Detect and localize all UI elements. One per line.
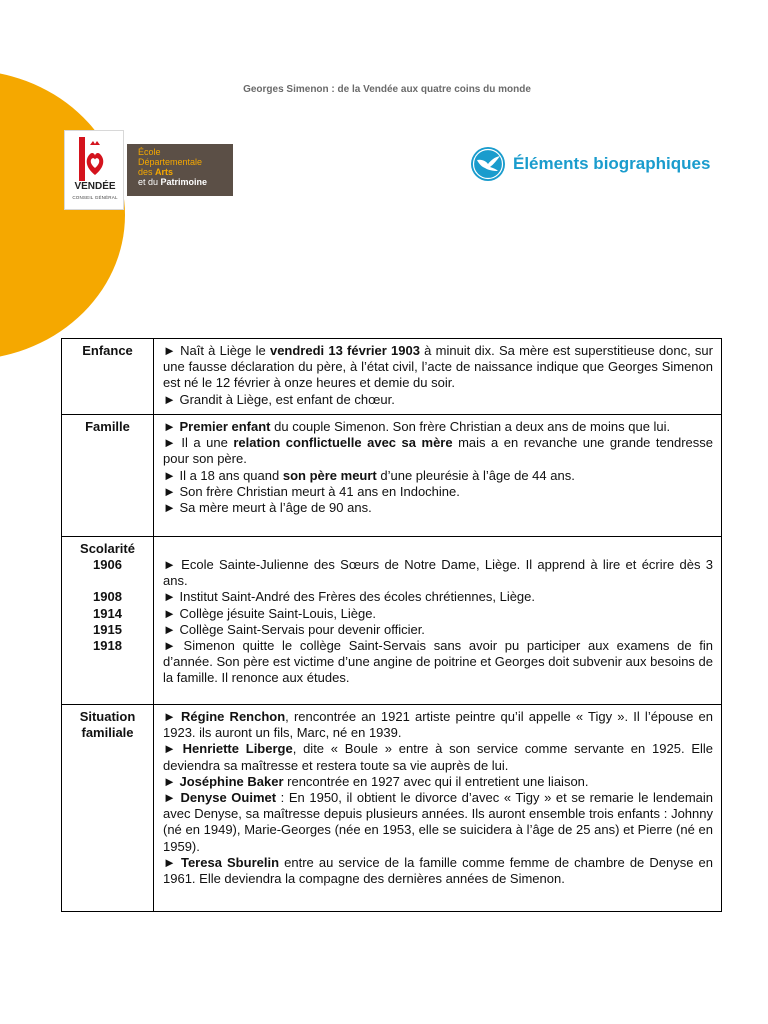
ecole-departementale-logo	[127, 144, 233, 196]
ecole-logo-text: Arts	[155, 167, 174, 177]
vendee-logo-subtitle: CONSEIL GÉNÉRAL	[72, 195, 118, 200]
entry-text: ► Premier enfant du couple Simenon. Son frère Christian a deux ans de moins que lui.	[163, 419, 671, 434]
year-label: 1914	[93, 605, 122, 621]
entry-text: ► Institut Saint-André des Frères des écoles chrétiennes, Liège.	[163, 589, 536, 605]
orange-arc-decoration	[0, 70, 125, 360]
ecole-logo-text: et du	[138, 177, 159, 187]
entry-text: ► Collège Saint-Servais pour devenir officier.	[163, 621, 425, 637]
content-cell	[154, 705, 722, 912]
year-list	[64, 557, 151, 654]
entry-text: ► Denyse Ouimet : En 1950, il obtient le divorce d’avec « Tigy » et se remarie le lendemain avec Denyse, sa maîtresse depuis plusieurs années. Ils auront ensemble trois enfants : Johnny (né en 1949), Marie-Georges (née en 1953, elle se suicidera à l’âge de 25 ans) et Pierre (né en 1959).	[163, 790, 713, 854]
content-cell	[154, 415, 722, 537]
section-header	[470, 146, 710, 182]
entry-text: ► Il a une relation conflictuelle avec sa mère mais a en revanche une grande tendresse pour son père.	[163, 435, 713, 467]
entry-text: ► Collège jésuite Saint-Louis, Liège.	[163, 605, 377, 621]
section-title: Éléments biographiques	[513, 154, 711, 173]
ecole-logo-text: des	[138, 167, 153, 177]
ecole-logo-line: École	[138, 147, 161, 157]
content-cell	[154, 537, 722, 705]
entry-text: ► Grandit à Liège, est enfant de chœur.	[163, 391, 395, 407]
category-cell	[62, 339, 154, 415]
category-label: Famille	[85, 419, 130, 434]
category-label: Enfance	[82, 343, 133, 358]
table-row-famille	[62, 415, 722, 537]
category-cell	[62, 415, 154, 537]
year-label: 1906	[93, 557, 122, 573]
vendee-heart-crown-icon	[75, 137, 115, 186]
entry-text: ► Joséphine Baker rencontrée en 1927 avec qui il entretient une liaison.	[163, 773, 589, 789]
vendee-logo	[64, 130, 124, 210]
year-label: 1908	[93, 589, 122, 605]
entry-text: ► Sa mère meurt à l’âge de 90 ans.	[163, 500, 372, 516]
category-cell	[62, 537, 154, 705]
table-row-situation-familiale	[62, 705, 722, 912]
year-label: 1918	[93, 638, 122, 654]
content-cell	[154, 339, 722, 415]
biography-table	[61, 338, 722, 912]
category-label: Situation	[79, 709, 136, 724]
category-label: Scolarité	[80, 541, 135, 556]
ecole-logo-text: Patrimoine	[160, 177, 208, 187]
entry-text: ► Régine Renchon, rencontrée an 1921 artiste peintre qu’il appelle « Tigy ». Il l’épouse en 1923. ils auront un fils, Marc, né en 1939.	[163, 709, 713, 741]
entry-text: ► Naît à Liège le vendredi 13 février 1903 à minuit dix. Sa mère est superstitieuse donc, sur une fausse déclaration du père, à l’état civil, l’acte de naissance indique que Georges Simenon est né le 12 février à onze heures et demie du soir.	[163, 343, 713, 391]
category-label: familiale	[81, 725, 134, 741]
entry-text: ► Son frère Christian meurt à 41 ans en Indochine.	[163, 483, 460, 499]
page-header-title: Georges Simenon : de la Vendée aux quatre coins du monde	[243, 84, 531, 95]
ecole-logo-line: Départementale	[138, 157, 203, 167]
year-label: 1915	[93, 621, 122, 637]
vendee-logo-name: VENDÉE	[74, 181, 116, 192]
dove-icon	[470, 146, 506, 182]
entry-text: ► Il a 18 ans quand son père meurt d’une pleurésie à l’âge de 44 ans.	[163, 467, 575, 483]
entry-text: ► Henriette Liberge, dite « Boule » entre à son service comme servante en 1925. Elle deviendra sa maîtresse et restera toute sa vie auprès de lui.	[163, 741, 713, 773]
entry-text: ► Simenon quitte le collège Saint-Servais sans avoir pu participer aux examens de fin d’année. Son père est victime d’une angine de poitrine et Georges doit subvenir aux besoins de la famille. Il renonce aux études.	[163, 638, 713, 686]
table-row-scolarite	[62, 537, 722, 705]
entry-text: ► Ecole Sainte-Julienne des Sœurs de Notre Dame, Liège. Il apprend à lire et écrire dès 3 ans.	[163, 557, 713, 589]
category-cell	[62, 705, 154, 912]
table-row-enfance	[62, 339, 722, 415]
entry-text: ► Teresa Sburelin entre au service de la famille comme femme de chambre de Denyse en 1961. Elle deviendra la compagne des dernières années de Simenon.	[163, 854, 714, 887]
